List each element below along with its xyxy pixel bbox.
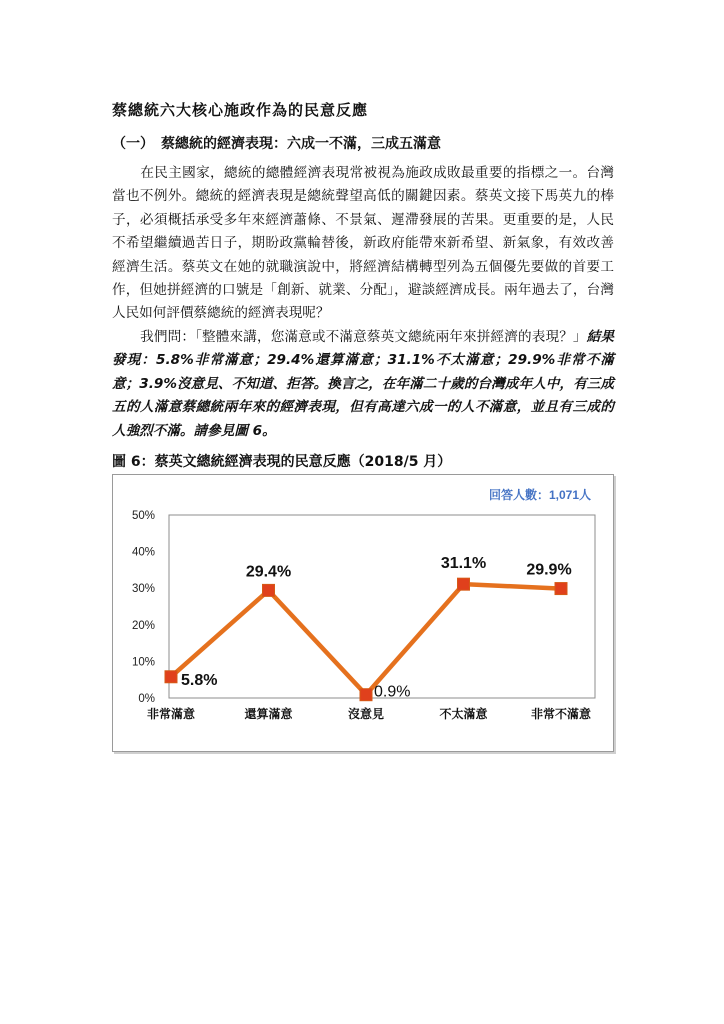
intro-paragraph [112, 162, 614, 326]
data-point-marker [165, 671, 177, 683]
data-point-marker [555, 583, 567, 595]
document-title: 蔡總統六大核心施政作為的民意反應 [112, 101, 369, 119]
y-tick-label: 20% [131, 619, 155, 632]
y-tick-label: 10% [131, 656, 155, 669]
chart-frame [112, 474, 614, 752]
y-tick-label: 30% [131, 583, 155, 596]
x-category-label: 非常不滿意 [530, 707, 592, 721]
survey-question: 我們問：「整體來講，您滿意或不滿意蔡英文總統兩年來拼經濟的表現？」 [140, 329, 587, 345]
data-label: 29.9% [526, 561, 572, 579]
plot-area [169, 515, 595, 698]
series-line [171, 584, 561, 695]
data-label: 31.1% [440, 555, 487, 573]
x-category-label: 沒意見 [347, 707, 385, 721]
intro-text: 在民主國家，總統的總體經濟表現常被視為施政成敗最重要的指標之一。台灣當也不例外。總統的經濟表現是總統聲望高低的關鍵因素。蔡英文接下馬英九的棒子，必須概括承受多年來經濟蕭條、不景氣、遲滯發展的苦果。更重要的是，人民不希望繼續過苦日子，期盼政黨輪替後，新政府能帶來新希望、新氣象，有效改善經濟生活。蔡英文在她的就職演說中，將經濟結構轉型列為五個優先要做的首要工作，但她拼經濟的口號是「創新、就業、分配」，避談經濟成長。兩年過去了，台灣人民如何評價蔡總統的經濟表現呢？ [112, 165, 614, 322]
figure-caption: 圖 6：蔡英文總統經濟表現的民意反應（2018/5 月） [112, 454, 452, 470]
y-tick-label: 50% [131, 510, 155, 522]
y-tick-label: 40% [131, 546, 155, 559]
survey-finding: 結果發現：5.8%非常滿意；29.4%還算滿意；31.1%不太滿意；29.9%非常不滿意；3.9%沒意見、不知道、拒答。換言之，在年滿二十歲的台灣成年人中，有三成五的人滿意蔡總統兩年來的經濟表現，但有高達六成一的人不滿意，並且有三成的人強烈不滿。請參見圖 6。 [112, 329, 615, 439]
data-label: 29.4% [245, 563, 292, 581]
data-label: 5.8% [181, 671, 218, 689]
data-point-marker [360, 689, 372, 701]
x-category-label: 還算滿意 [244, 707, 293, 721]
satisfaction-line-chart [113, 475, 613, 751]
data-point-marker [458, 578, 470, 590]
x-category-label: 非常滿意 [146, 707, 196, 721]
x-category-label: 不太滿意 [439, 707, 488, 721]
data-label: 0.9% [374, 683, 411, 701]
findings-paragraph [112, 326, 614, 443]
y-tick-label: 0% [138, 693, 155, 705]
respondent-count-annotation: 回答人數：1,071人 [488, 488, 591, 502]
data-point-marker [263, 584, 275, 596]
section-heading: （一） 蔡總統的經濟表現：六成一不滿，三成五滿意 [112, 136, 441, 152]
